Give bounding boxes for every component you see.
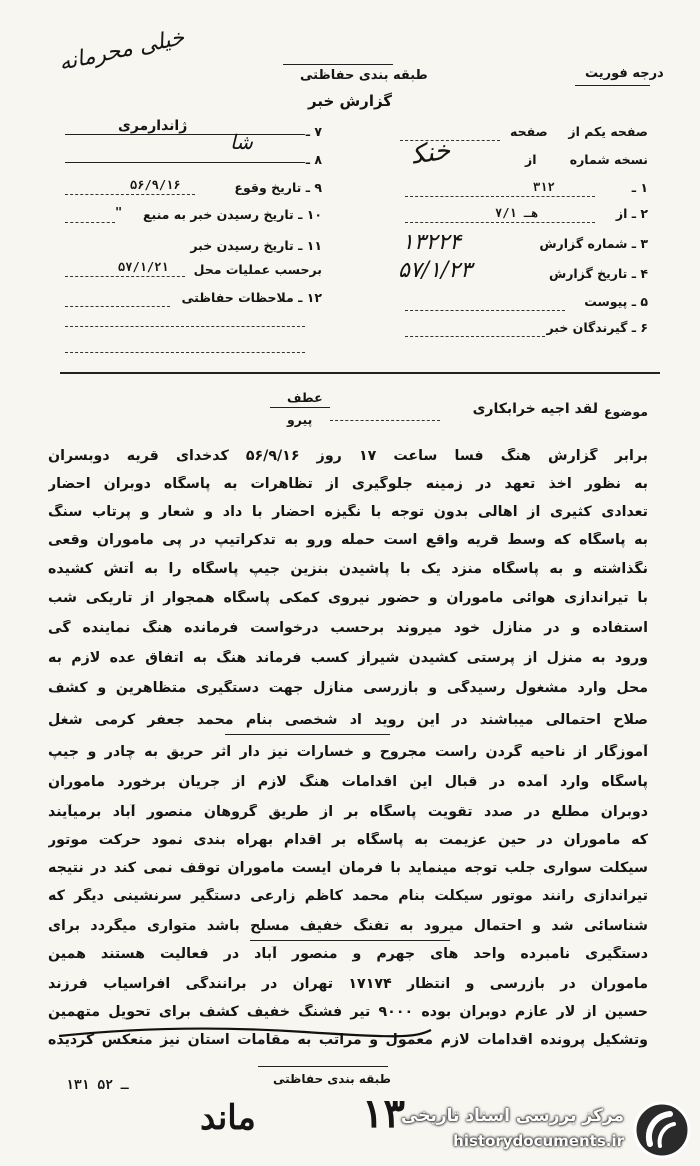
body-line: صلاح احتمالی میباشند در این روید اد شخصی بنام محمد جعفر کرمی شغل	[48, 712, 648, 728]
left-field-label: ۷ ـ	[305, 124, 322, 139]
right-field-value: ۷/هـ ۱	[495, 206, 539, 220]
field-dash	[65, 276, 185, 277]
priority-label: درجه فوریت	[585, 66, 664, 81]
left-field-label: ۹ ـ تاریخ وقوع	[234, 180, 322, 195]
right-field-value: از	[525, 152, 537, 167]
left-field-value: "	[115, 205, 123, 219]
archive-logo-icon	[632, 1100, 692, 1160]
footer-doc-number: ۱۳۱ ـ ۵۲	[66, 1078, 129, 1093]
body-line: ماموران در بازرسی و انتظار ۱۷۱۷۴ تهران در برانندگی افراسیاب فرزند	[48, 976, 648, 992]
body-line: وتشکیل پرونده اقدامات لازم معمول و مراتب به مقامات استان نیز منعکس گردیده	[48, 1032, 648, 1048]
watermark	[401, 1098, 696, 1162]
footer-rule	[258, 1066, 388, 1067]
field-dash	[65, 306, 170, 307]
body-line: دستگیری نامبرده واحد های جهرم و منصور آباد در فعالیت هستند همین	[48, 946, 648, 962]
field-line	[65, 134, 305, 135]
subject-dash	[330, 420, 440, 421]
handwritten-corner-note: خیلی محرمانه	[56, 25, 187, 76]
right-field-label: ۵ ـ پیوست	[584, 294, 648, 309]
body-line: شناسائی شد و احتمال میرود به تفنگ خفیف مسلح باشد متواری میگردد برای	[48, 918, 648, 934]
body-line: استفاده و در منازل خود میروند برحسب درخواست فرمانده هنگ نماینده گی	[48, 620, 648, 636]
watermark-name: مرکز بررسی اسناد تاریخی	[401, 1106, 624, 1126]
body-line: نگذاشته و به پاسگاه منزد یک با پاشیدن بنزین جیپ پاسگاه را به آتش کشیده	[48, 561, 648, 577]
field-dash	[65, 352, 305, 353]
peyro-label: پیرو	[287, 412, 313, 427]
subject-value: لقد اجیه خرابکاری	[472, 401, 598, 417]
field-dash	[65, 194, 195, 195]
footer-classification: طبقه بندی حفاظتی	[273, 1072, 391, 1086]
left-field-label: ۸ ـ	[305, 152, 322, 167]
handwritten-copy-mark: ﺧﻨﮑ	[410, 135, 453, 171]
right-field-label: ۳ ـ شماره گزارش	[539, 236, 648, 251]
left-field-label: ۱۱ ـ تاریخ رسیدن خبر برحسب عملیات محل	[190, 238, 322, 277]
body-line: تیراندازی رانند موتور سیکلت بنام محمد کاظم زارعی دستگیر سرنشینی دیگر که	[48, 888, 648, 904]
left-field-label: ۱۰ ـ تاریخ رسیدن خبر به منبع	[142, 207, 322, 222]
body-line: سیکلت سواری جلب توجه مینماید با فرمان ایست ماموران توقف نمی کند در نتیجه	[48, 860, 648, 876]
body-line: محل وارد مشغول رسیدگی و بازرسی منازل جهت دستگیری متظاهرین و کشف	[48, 680, 648, 696]
body-line: ورود به منزل از پرستی کشیدن شیراز کسب فرماند هنگ به اتفاق عده لازم به	[48, 650, 648, 666]
name-underline	[225, 734, 390, 735]
handwritten-mark: ﺷﺎ	[230, 130, 253, 154]
left-field-value: ۵۶/۹/۱۶	[130, 178, 181, 192]
right-field-value: ۵۷/۱/۲۳	[398, 258, 472, 283]
right-field-label: نسخه شماره	[569, 152, 648, 167]
body-line: با تیراندازی هوائی ماموران و حضور نیروی کمکی پاسگاه همجوار از تاریکی شب	[48, 590, 648, 606]
right-field-value: ۳۱۲	[533, 180, 555, 194]
right-field-value: ۱۳۲۲۴	[402, 230, 462, 255]
right-field-label: صفحه یکم از	[568, 124, 648, 139]
body-line: برابر گزارش هنگ فسا ساعت ۱۷ روز ۵۶/۹/۱۶ کدخدای قریه دوبسران	[48, 448, 648, 464]
body-line: دوبران مطلع در صدد تقویت پاسگاه بر از طریق گروهان منصور آباد برمیآیند	[48, 804, 648, 820]
handwritten-stroke	[55, 1022, 435, 1052]
body-line: حسین از لار عازم دوبران بوده ۹۰۰۰ تیر فشنگ خفیف کشف برای تحویل متهمین	[48, 1004, 648, 1020]
body-line: تعدادی کثیری از اهالی بدون توجه با نگیزه احضار با داد و شعار و پرتاب سنگ	[48, 504, 648, 520]
field-dash	[405, 336, 545, 337]
priority-underline	[575, 85, 650, 86]
right-field-label: ۱ ـ	[631, 180, 648, 195]
field-dash	[405, 196, 595, 197]
watermark-url: historydocuments.ir	[453, 1132, 624, 1150]
classification-header: طبقه بندی حفاظتی	[300, 68, 428, 83]
right-field-label: ۲ ـ از	[615, 206, 648, 221]
left-field-label: ۱۲ ـ ملاحظات حفاظتی	[181, 290, 322, 305]
left-field-value: ۵۷/۱/۲۱	[118, 260, 169, 274]
field-dash	[65, 222, 115, 223]
body-line: که ماموران در حین عزیمت به پاسگاه بر اقدام بهراه بندی نمود حرکت موتور	[48, 832, 648, 848]
classification-underline	[283, 64, 393, 65]
body-line: پاسگاه وارد آمده در قبال این اقدامات هنگ لازم از جریان برخورد ماموران	[48, 774, 648, 790]
body-line: آموزگار از ناحیه گردن راست مجروح و خسارات نیز دار اثر حریق به چادر و جیپ	[48, 744, 648, 760]
subject-label: موضوع	[603, 404, 648, 419]
right-field-value: صفحه	[510, 124, 548, 139]
report-title: گزارش خبر	[308, 92, 393, 110]
weapon-underline	[250, 940, 450, 941]
atf-divider	[270, 407, 330, 408]
footer-stamp-left: ماند	[200, 1098, 256, 1138]
field-dash	[405, 310, 565, 311]
left-field-value: ژاندارمری	[118, 118, 188, 134]
footer-stamp-right: ۱۳	[362, 1090, 405, 1137]
body-line: به پاسگاه که وسط قریه واقع است حمله ورو به تدکراتیپ در پی ماموران وقعی	[48, 532, 648, 548]
right-field-label: ۶ ـ گیرندگان خبر	[546, 320, 648, 335]
atf-label: عطف	[287, 390, 323, 405]
right-field-label: ۴ ـ تاریخ گزارش	[548, 266, 648, 281]
body-line: به نظور اخذ تعهد در زمینه جلوگیری از تظاهرات به پاسگاه دوبران احضار	[48, 476, 648, 492]
header-separator	[60, 372, 660, 374]
field-dash	[405, 222, 595, 223]
field-dash	[65, 326, 305, 327]
field-line	[65, 162, 305, 163]
